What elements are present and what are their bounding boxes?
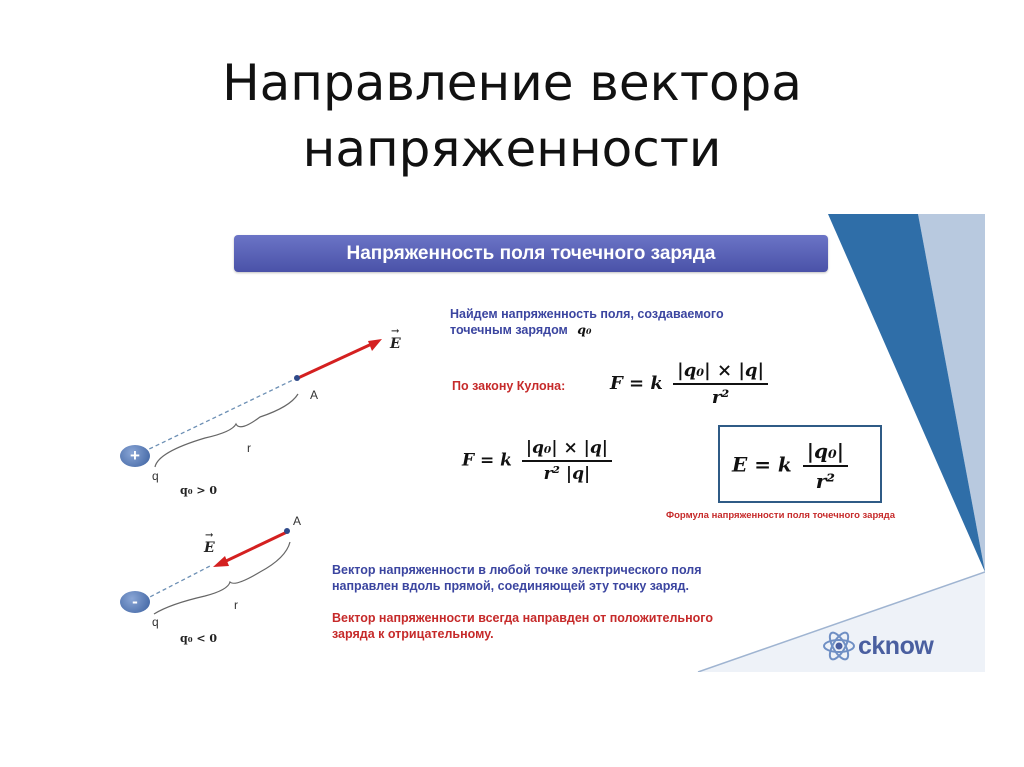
bottom-charge-label: q (152, 615, 159, 629)
bottom-point-a-label: A (293, 514, 302, 528)
bottom-condition: q₀ < 0 (180, 632, 218, 645)
logo-text: cknow (858, 632, 934, 660)
bottom-e-vector-arrowhead (213, 556, 229, 567)
top-point-a-dot (294, 375, 300, 381)
intro-line2-wrap (450, 322, 592, 338)
top-point-a-label: A (310, 388, 319, 402)
top-e-vector-line (298, 342, 376, 378)
formula-force-div-fraction (522, 438, 612, 484)
formula-force-div-numerator: |q₀| × |q| (522, 438, 612, 462)
field-formula-box (718, 425, 882, 503)
top-distance-label: r (247, 441, 251, 455)
slide-title-line2: напряженности (302, 120, 722, 178)
negative-charge: - (120, 591, 150, 613)
top-e-vector-label: → E (390, 326, 401, 352)
top-field-dashed-line (143, 379, 295, 452)
intro-q0: q₀ (577, 322, 592, 337)
bottom-field-dashed-line (144, 565, 212, 600)
statement2-line1: Вектор напряженности всегда направден от положительного (332, 611, 713, 625)
intro-line1: Найдем напряженность поля, создаваемого (450, 307, 724, 321)
formula-force-fraction (673, 360, 768, 408)
bottom-e-vector-label: → E (204, 530, 215, 556)
bottom-distance-brace (154, 530, 290, 614)
bottom-e-vector-line (224, 532, 287, 562)
atom-icon (822, 629, 856, 663)
section-banner (234, 235, 828, 272)
formula-field-numerator: |q₀| (803, 439, 848, 467)
formula-field-lhs: E = k (732, 452, 792, 477)
formula-force-divided (462, 438, 612, 484)
formula-force-div-lhs: F = k (462, 450, 512, 471)
formula-force-div-denominator: r² |q| (543, 464, 591, 484)
positive-charge: + (120, 445, 150, 467)
slide-title (0, 50, 1024, 182)
top-charge-label: q (152, 469, 159, 483)
formula-force-lhs: F = k (610, 373, 663, 394)
bottom-distance-label: r (234, 598, 238, 612)
formula-field-fraction (803, 439, 848, 493)
statement1-line1: Вектор напряженности в любой точке электрического поля (332, 563, 702, 577)
bottom-point-a-dot (284, 528, 290, 534)
formula-force-numerator: |q₀| × |q| (673, 360, 768, 385)
intro-line2: точечным зарядом (450, 323, 568, 337)
lesson-figure (110, 212, 985, 672)
formula-field (732, 439, 848, 493)
top-condition: q₀ > 0 (180, 484, 218, 497)
statement1-line2: направлен вдоль прямой, соединяющей эту точку заряд. (332, 579, 689, 593)
slide-title-line1: Направление вектора (222, 54, 802, 112)
top-e-vector-arrowhead (368, 339, 382, 351)
formula-force (610, 360, 768, 408)
formula-field-denominator: r² (815, 469, 836, 493)
formula-caption: Формула напряженности поля точечного заряда (666, 510, 895, 521)
statement2-line2: заряда к отрицательному. (332, 627, 494, 641)
banner-text: Напряженность поля точечного заряда (346, 243, 716, 264)
coulomb-label: По закону Кулона: (452, 379, 566, 393)
formula-force-denominator: r² (711, 387, 730, 408)
cknow-logo (822, 629, 934, 665)
top-distance-brace (155, 394, 298, 467)
